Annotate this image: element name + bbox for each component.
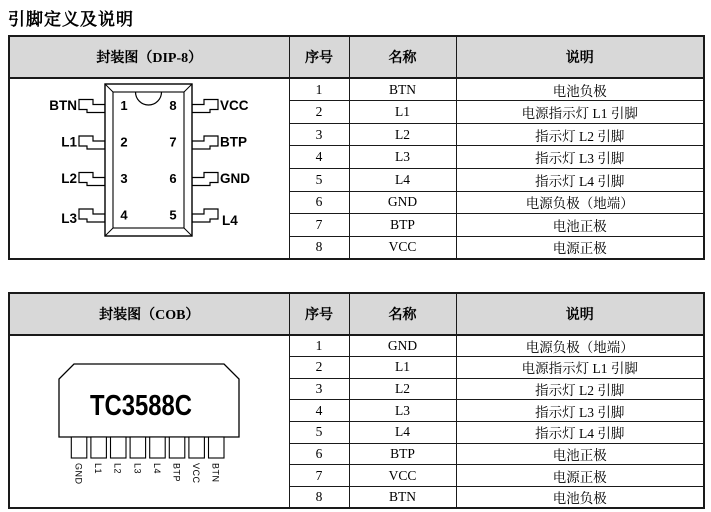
cob-pin (169, 437, 185, 458)
column-header-desc: 说明 (456, 36, 704, 78)
cell-pin-no: 7 (289, 465, 349, 487)
cell-pin-name: L4 (349, 169, 456, 192)
column-header-no: 序号 (289, 36, 349, 78)
package-header-cob: 封装图（COB） (9, 293, 289, 335)
pin-label-btp: BTP (220, 134, 247, 150)
cell-pin-no: 8 (289, 236, 349, 259)
column-header-no: 序号 (289, 293, 349, 335)
pin-7-lead (192, 136, 218, 149)
cob-diagram-cell (9, 335, 289, 508)
cob-chip-label: TC3588C (90, 390, 193, 422)
cell-pin-no: 2 (289, 101, 349, 124)
pin-6-lead (192, 173, 218, 186)
cell-pin-name: L1 (349, 357, 456, 379)
pin-label-gnd: GND (220, 171, 250, 186)
cob-pin-label-btp: BTP (171, 463, 182, 483)
cell-pin-name: L2 (349, 123, 456, 146)
cob-pin (91, 437, 107, 458)
pin-3-lead (79, 173, 105, 186)
cell-pin-no: 8 (289, 486, 349, 508)
pin-number: 2 (120, 134, 128, 150)
cell-pin-no: 4 (289, 146, 349, 169)
pin-label-vcc: VCC (220, 98, 249, 113)
dip8-pin-table (8, 35, 705, 260)
package-header-dip8: 封装图（DIP-8） (9, 36, 289, 78)
pin-number: 3 (120, 171, 128, 186)
table-row (9, 78, 704, 101)
cell-pin-desc: 电池正极 (456, 443, 704, 465)
cell-pin-desc: 电源指示灯 L1 引脚 (456, 357, 704, 379)
pin-number: 6 (169, 171, 177, 186)
cell-pin-no: 2 (289, 357, 349, 379)
cell-pin-name: GND (349, 335, 456, 357)
pin-number: 7 (169, 134, 177, 150)
page-title: 引脚定义及说明 (8, 10, 134, 29)
cob-pin-label-vcc: VCC (191, 463, 202, 484)
dip8-diagram-cell (9, 78, 289, 259)
cob-pin-label-l1: L1 (93, 463, 104, 475)
cob-diagram (10, 336, 288, 507)
pin-1-lead (79, 100, 105, 113)
column-header-name: 名称 (349, 36, 456, 78)
table-header-row (9, 293, 704, 335)
cob-pin-labels (74, 463, 221, 485)
pin-label-l4: L4 (222, 213, 238, 228)
cell-pin-name: L3 (349, 146, 456, 169)
cell-pin-no: 4 (289, 400, 349, 422)
cell-pin-no: 3 (289, 378, 349, 400)
cell-pin-desc: 电池负极 (456, 486, 704, 508)
table-header-row (9, 36, 704, 78)
cell-pin-desc: 指示灯 L4 引脚 (456, 422, 704, 444)
cob-pin (130, 437, 146, 458)
cell-pin-name: GND (349, 191, 456, 214)
cell-pin-desc: 指示灯 L3 引脚 (456, 146, 704, 169)
cell-pin-name: BTP (349, 443, 456, 465)
cell-pin-name: VCC (349, 236, 456, 259)
pin-label-l3: L3 (61, 211, 77, 226)
cell-pin-no: 3 (289, 123, 349, 146)
cob-pin (189, 437, 205, 458)
cell-pin-name: L4 (349, 422, 456, 444)
pin-number: 8 (169, 98, 177, 113)
dip8-diagram (10, 79, 288, 258)
cell-pin-name: L2 (349, 378, 456, 400)
pin-label-l1: L1 (61, 134, 77, 150)
cell-pin-name: L1 (349, 101, 456, 124)
cell-pin-desc: 指示灯 L4 引脚 (456, 169, 704, 192)
pin-label-btn: BTN (49, 98, 77, 113)
cob-pin-label-l3: L3 (132, 463, 143, 475)
cell-pin-name: BTN (349, 78, 456, 101)
cell-pin-no: 6 (289, 443, 349, 465)
pin-2-lead (79, 136, 105, 149)
cell-pin-desc: 电源正极 (456, 465, 704, 487)
cell-pin-no: 1 (289, 78, 349, 101)
pin-number: 1 (120, 98, 128, 113)
dip8-chip-body (105, 84, 192, 236)
cell-pin-desc: 电池负极 (456, 78, 704, 101)
pin-8-lead (192, 100, 218, 113)
cob-pin-label-btn: BTN (210, 463, 221, 483)
cob-pin-label-gnd: GND (73, 463, 84, 485)
cell-pin-desc: 指示灯 L2 引脚 (456, 123, 704, 146)
cell-pin-no: 7 (289, 214, 349, 237)
cob-pin (111, 437, 127, 458)
cell-pin-name: L3 (349, 400, 456, 422)
cell-pin-desc: 指示灯 L3 引脚 (456, 400, 704, 422)
table-row (9, 335, 704, 357)
pin-label-l2: L2 (61, 171, 77, 186)
pin-5-lead (192, 209, 218, 222)
cell-pin-no: 5 (289, 169, 349, 192)
cob-pin-table (8, 292, 705, 509)
cell-pin-desc: 电源负极（地端） (456, 191, 704, 214)
column-header-name: 名称 (349, 293, 456, 335)
cell-pin-name: BTP (349, 214, 456, 237)
pin-4-lead (79, 209, 105, 222)
cell-pin-no: 1 (289, 335, 349, 357)
pin-number: 4 (120, 207, 128, 223)
cob-pin (209, 437, 225, 458)
cob-pin (71, 437, 87, 458)
cell-pin-name: VCC (349, 465, 456, 487)
column-header-desc: 说明 (456, 293, 704, 335)
cell-pin-no: 5 (289, 422, 349, 444)
cell-pin-no: 6 (289, 191, 349, 214)
cell-pin-desc: 指示灯 L2 引脚 (456, 378, 704, 400)
cell-pin-desc: 电池正极 (456, 214, 704, 237)
cell-pin-desc: 电源负极（地端） (456, 335, 704, 357)
cell-pin-desc: 电源指示灯 L1 引脚 (456, 101, 704, 124)
cell-pin-name: BTN (349, 486, 456, 508)
cob-pin-label-l2: L2 (112, 463, 123, 475)
cob-pin (150, 437, 166, 458)
cob-pin-label-l4: L4 (151, 463, 162, 475)
cob-pins (71, 437, 224, 458)
cell-pin-desc: 电源正极 (456, 236, 704, 259)
pin-number: 5 (169, 207, 177, 223)
